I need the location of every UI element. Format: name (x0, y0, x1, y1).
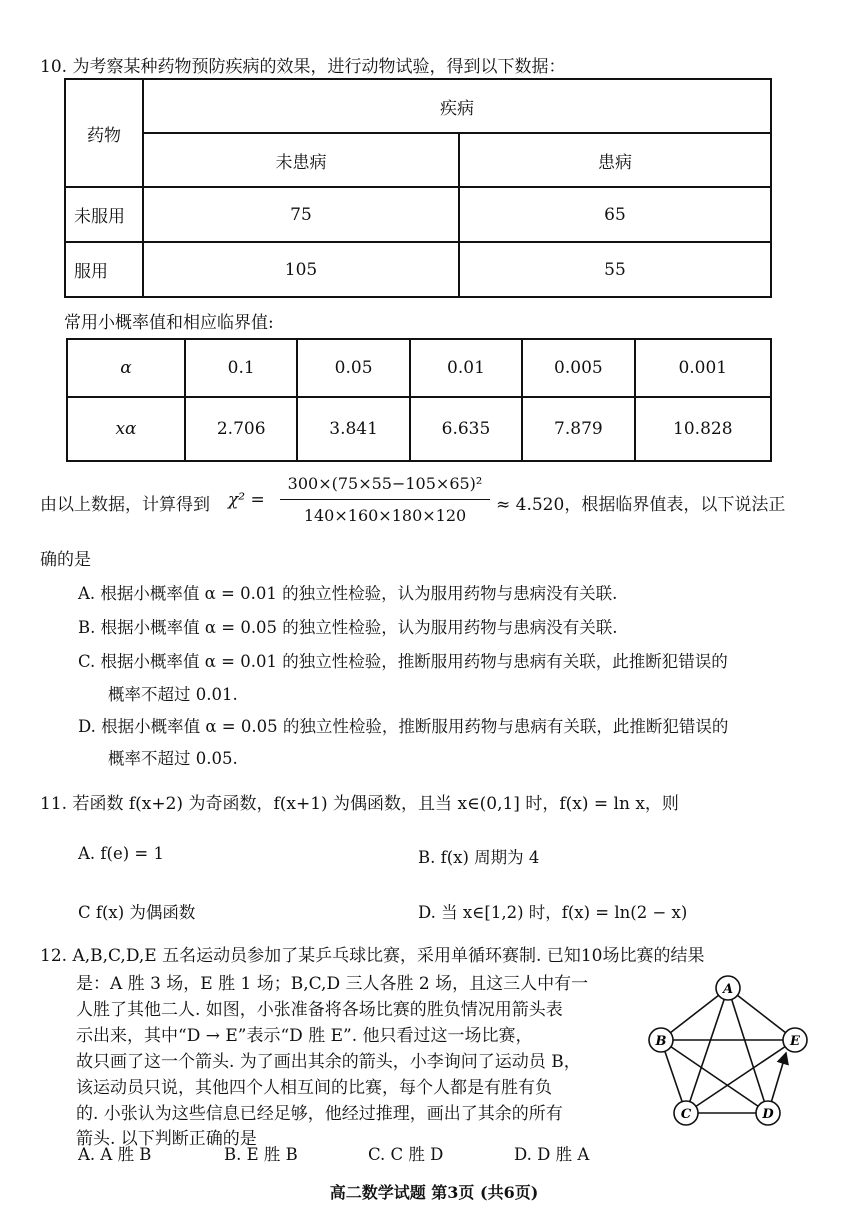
q10-option-d: D. 根据小概率值 α = 0.05 的独立性检验，推断服用药物与患病有关联，此推断犯错误的 (78, 717, 729, 736)
q10-option-b: B. 根据小概率值 α = 0.05 的独立性检验，认为服用药物与患病没有关联. (78, 618, 618, 637)
table-cell: 55 (459, 242, 771, 297)
calc-result: ≈ 4.520，根据临界值表，以下说法正 (496, 495, 786, 515)
node-label-d: D (762, 1107, 774, 1122)
table-cell: 0.005 (522, 339, 634, 397)
q12-stem-line: 的. 小张认为这些信息已经足够，他经过推理，画出了其余的所有 (76, 1104, 563, 1124)
q10-option-c: C. 根据小概率值 α = 0.01 的独立性检验，推断服用药物与患病有关联，此推断犯错误的 (78, 652, 728, 671)
disease-table (64, 78, 772, 298)
calc-continuation: 确的是 (40, 550, 91, 570)
table-cell: 0.001 (635, 339, 771, 397)
q11-option-d: D. 当 x∈[1,2) 时，f(x) = ln(2 − x) (418, 903, 688, 922)
table-cell: 0.1 (185, 339, 297, 397)
critical-value-table (66, 338, 772, 462)
x-alpha-label: xα (67, 397, 185, 461)
q12-stem-line: 人胜了其他二人. 如图，小张准备将各场比赛的胜负情况用箭头表 (76, 1000, 563, 1020)
table-row (65, 242, 771, 297)
q12-stem-line: 该运动员只说，其他四个人相互间的比赛，每个人都是有胜有负 (76, 1078, 552, 1098)
q12-stem-line: 箭头. 以下判断正确的是 (76, 1129, 257, 1149)
q12-option-d: D. D 胜 A (514, 1145, 590, 1164)
q12-option-b: B. E 胜 B (224, 1145, 298, 1164)
edge-a-c (686, 988, 728, 1113)
col-header: 患病 (459, 133, 771, 187)
q10-option-d-cont: 概率不超过 0.05. (108, 749, 238, 768)
table-cell: 6.635 (410, 397, 522, 461)
edge-a-d (728, 988, 768, 1113)
table-row (65, 187, 771, 242)
q11-stem: 11. 若函数 f(x+2) 为奇函数，f(x+1) 为偶函数，且当 x∈(0,1] 时，f(x) = ln x，则 (40, 794, 679, 814)
table-row (67, 397, 771, 461)
table-cell: 65 (459, 187, 771, 242)
table-cell: 2.706 (185, 397, 297, 461)
edge-b-d (661, 1040, 768, 1113)
table-cell: 0.05 (297, 339, 409, 397)
q12-option-c: C. C 胜 D (368, 1145, 444, 1164)
page-footer: 高二数学试题 第3页 (共6页) (329, 1183, 539, 1202)
calc-prefix: 由以上数据，计算得到 (40, 495, 210, 515)
node-label-b: B (655, 1034, 667, 1049)
table-cell: 105 (143, 242, 459, 297)
fraction-bar (280, 499, 490, 500)
node-label-c: C (680, 1107, 692, 1122)
table-cell: 3.841 (297, 397, 409, 461)
q11-option-b: B. f(x) 周期为 4 (418, 848, 540, 867)
q12-stem-line: 示出来，其中“D → E”表示“D 胜 E”. 他只看过这一场比赛， (76, 1026, 533, 1046)
node-label-a: A (722, 982, 734, 997)
q10-option-a: A. 根据小概率值 α = 0.01 的独立性检验，认为服用药物与患病没有关联. (78, 584, 618, 603)
table-cell: 0.01 (410, 339, 522, 397)
node-label-e: E (790, 1034, 800, 1049)
table-cell: 75 (143, 187, 459, 242)
row-label: 未服用 (65, 187, 143, 242)
corner-cell: 药物 (65, 79, 143, 187)
table-cell: 10.828 (635, 397, 771, 461)
tournament-diagram (640, 970, 820, 1130)
row-label: 服用 (65, 242, 143, 297)
critical-table-caption: 常用小概率值和相应临界值: (64, 313, 274, 333)
q12-stem-line: 故只画了这一个箭头. 为了画出其余的箭头，小李询问了运动员 B， (76, 1052, 581, 1072)
fraction-numerator: 300×(75×55−105×65)² (287, 474, 483, 493)
fraction-denominator: 140×160×180×120 (303, 506, 467, 525)
table-row (67, 339, 771, 397)
alpha-label: α (67, 339, 185, 397)
q12-option-a: A. A 胜 B (78, 1145, 152, 1164)
q10-option-c-cont: 概率不超过 0.01. (108, 685, 238, 704)
q11-option-a: A. f(e) = 1 (78, 844, 164, 863)
table-cell: 7.879 (522, 397, 634, 461)
q11-option-c: C f(x) 为偶函数 (78, 903, 196, 922)
q10-stem: 10. 为考察某种药物预防疾病的效果，进行动物试验，得到以下数据： (40, 57, 566, 77)
chi-square-symbol: χ² = (228, 490, 265, 510)
col-header: 未患病 (143, 133, 459, 187)
q12-stem-line: 是：A 胜 3 场，E 胜 1 场；B,C,D 三人各胜 2 场，且这三人中有一 (76, 974, 589, 994)
q12-stem-line1: 12. A,B,C,D,E 五名运动员参加了某乒乓球比赛，采用单循环赛制. 已知10场比赛的结果 (40, 946, 705, 966)
group-header: 疾病 (143, 79, 771, 133)
